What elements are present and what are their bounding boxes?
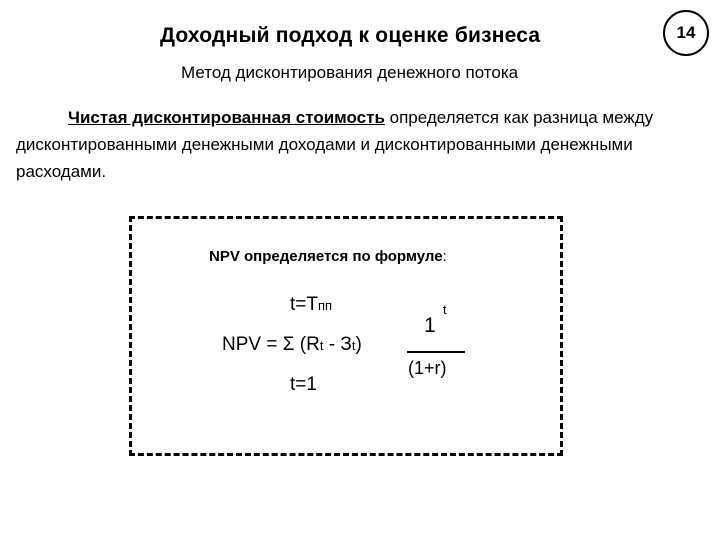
z-subscript: t [351,338,356,353]
slide-subtitle: Метод дисконтирования денежного потока [181,63,519,82]
fraction-exponent: t [443,302,447,317]
page-number-badge [663,10,709,56]
r-subscript: t [319,338,324,353]
fraction-bar [407,351,465,353]
fraction-numerator: 1 [424,314,436,337]
formula-caption-text: NPV определяется по формуле [209,248,443,265]
formula-close: ) [355,334,362,355]
formula-open: (R [294,334,320,355]
sum-upper-limit-base: t=T [290,294,318,315]
definition-text: определяется как разница между дисконтированными денежными доходами и дисконтированными денежными расходами. [16,108,654,181]
formula-caption [209,248,447,265]
formula-lhs: NPV = [222,334,283,355]
sum-lower-limit: t=1 [290,374,317,395]
sum-upper-limit [290,294,332,316]
fraction-denominator: (1+r) [408,358,447,378]
page-number: 14 [676,23,696,42]
definition-paragraph [16,104,706,185]
definition-term: Чистая дисконтированная стоимость [68,108,385,127]
formula-main-line [222,334,362,356]
sigma-symbol: Σ [282,334,295,355]
formula-caption-colon: : [442,248,447,265]
sum-upper-limit-sub: пп [317,298,333,313]
formula-minus: - З [323,334,352,355]
slide-title: Доходный подход к оценке бизнеса [160,24,541,47]
